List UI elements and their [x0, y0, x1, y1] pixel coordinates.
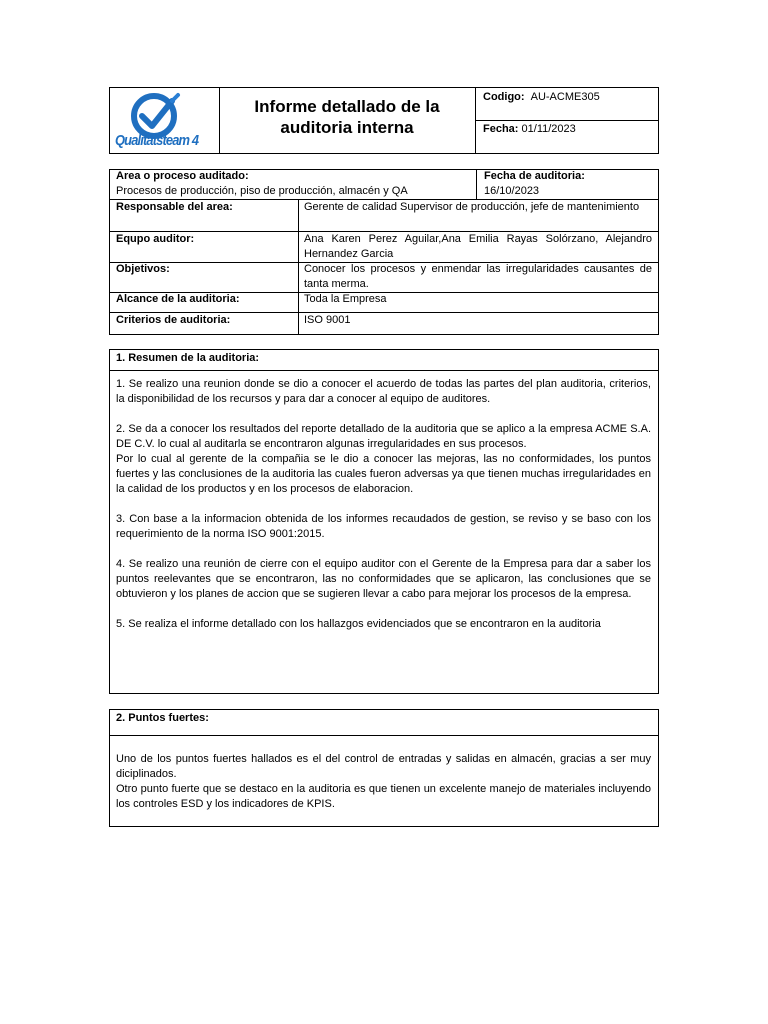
resumen-body — [116, 377, 651, 647]
responsable-value: Gerente de calidad Supervisor de producción, jefe de mantenimiento — [304, 201, 640, 213]
fecha-label: Fecha: — [483, 123, 519, 135]
criterios-value: ISO 9001 — [304, 314, 351, 326]
puntos-paragraph-2: Otro punto fuerte que se destaco en la auditoria es que tienen un excelente manejo de materiales incluyendo los controles ESD y los indicadores de KPIS. — [116, 783, 651, 810]
resumen-paragraph-2b: Por lo cual al gerente de la compañia se le dio a conocer las mejoras, las no conformidades, los puntos fuertes y las conclusiones de la auditoria las cuales fueron adversas ya que tienen muchas irregularidades en la calidad de los productos y en los procesos de elaboracion. — [116, 453, 651, 495]
codigo-label: Codigo: — [483, 91, 525, 103]
alcance-value: Toda la Empresa — [304, 293, 387, 305]
objetivos-label: Objetivos: — [116, 263, 170, 275]
resumen-paragraph-5: 5. Se realiza el informe detallado con los hallazgos evidenciados que se encontraron en la auditoria — [116, 618, 601, 630]
fecha-field — [483, 122, 653, 137]
area-label: Area o proceso auditado: — [116, 170, 249, 182]
codigo-value: AU-ACME305 — [530, 91, 600, 103]
fecha-value: 01/11/2023 — [521, 123, 576, 135]
company-logo — [112, 89, 218, 153]
puntos-divider — [109, 735, 659, 736]
resumen-paragraph-4: 4. Se realizo una reunión de cierre con el equipo auditor con el Gerente de la Empresa para dar a saber los puntos reelevantes que se encontraron, las no conformidades que se aplicaron, las conclusiones que se obtuvieron y los planes de accion que se sugieren llevar a cabo para mejorar los procesos de la empresa. — [116, 558, 651, 600]
criterios-label: Criterios de auditoria: — [116, 314, 231, 326]
info-col-line — [298, 199, 299, 335]
objetivos-value: Conocer los procesos y enmendar las irregularidades causantes de tanta merma. — [304, 263, 652, 290]
puntos-paragraph-1: Uno de los puntos fuertes hallados es el del control de entradas y salidas en almacén, gracias a ser muy diciplinados. — [116, 753, 651, 780]
fecha-auditoria-label: Fecha de auditoria: — [484, 170, 585, 182]
responsable-label: Responsable del area: — [116, 201, 233, 213]
codigo-field — [483, 90, 653, 105]
equipo-label: Equpo auditor: — [116, 233, 195, 245]
resumen-paragraph-3: 3. Con base a la informacion obtenida de los informes recaudados de gestion, se reviso y se baso con los requerimiento de la norma ISO 9001:2015. — [116, 513, 651, 540]
puntos-body — [116, 752, 651, 812]
resumen-paragraph-2a: 2. Se da a conocer los resultados del reporte detallado de la auditoria que se aplico a la empresa ACME S.A. DE C.V. lo cual al auditarla se encontraron algunas irregularidades en sus procesos. — [116, 423, 651, 450]
info-col-line — [476, 169, 477, 200]
header-divider-code — [475, 120, 659, 121]
area-value: Procesos de producción, piso de producción, almacén y QA — [116, 185, 408, 197]
document-title: Informe detallado de la auditoria interna — [254, 97, 440, 137]
resumen-heading: 1. Resumen de la auditoria: — [116, 352, 260, 364]
alcance-label: Alcance de la auditoria: — [116, 293, 240, 305]
fecha-auditoria-value: 16/10/2023 — [484, 185, 540, 197]
puntos-heading: 2. Puntos fuertes: — [116, 712, 209, 724]
resumen-divider — [109, 370, 659, 371]
logo-text: Qualitätsteam 4 — [115, 132, 199, 149]
equipo-value: Ana Karen Perez Aguilar,Ana Emilia Rayas Solórzano, Alejandro Hernandez Garcia — [304, 233, 652, 260]
resumen-paragraph-1: 1. Se realizo una reunion donde se dio a conocer el acuerdo de todas las partes del plan auditoria, criterios, la disponibilidad de los recursos y para dar a conocer al equipo de auditores. — [116, 378, 651, 405]
